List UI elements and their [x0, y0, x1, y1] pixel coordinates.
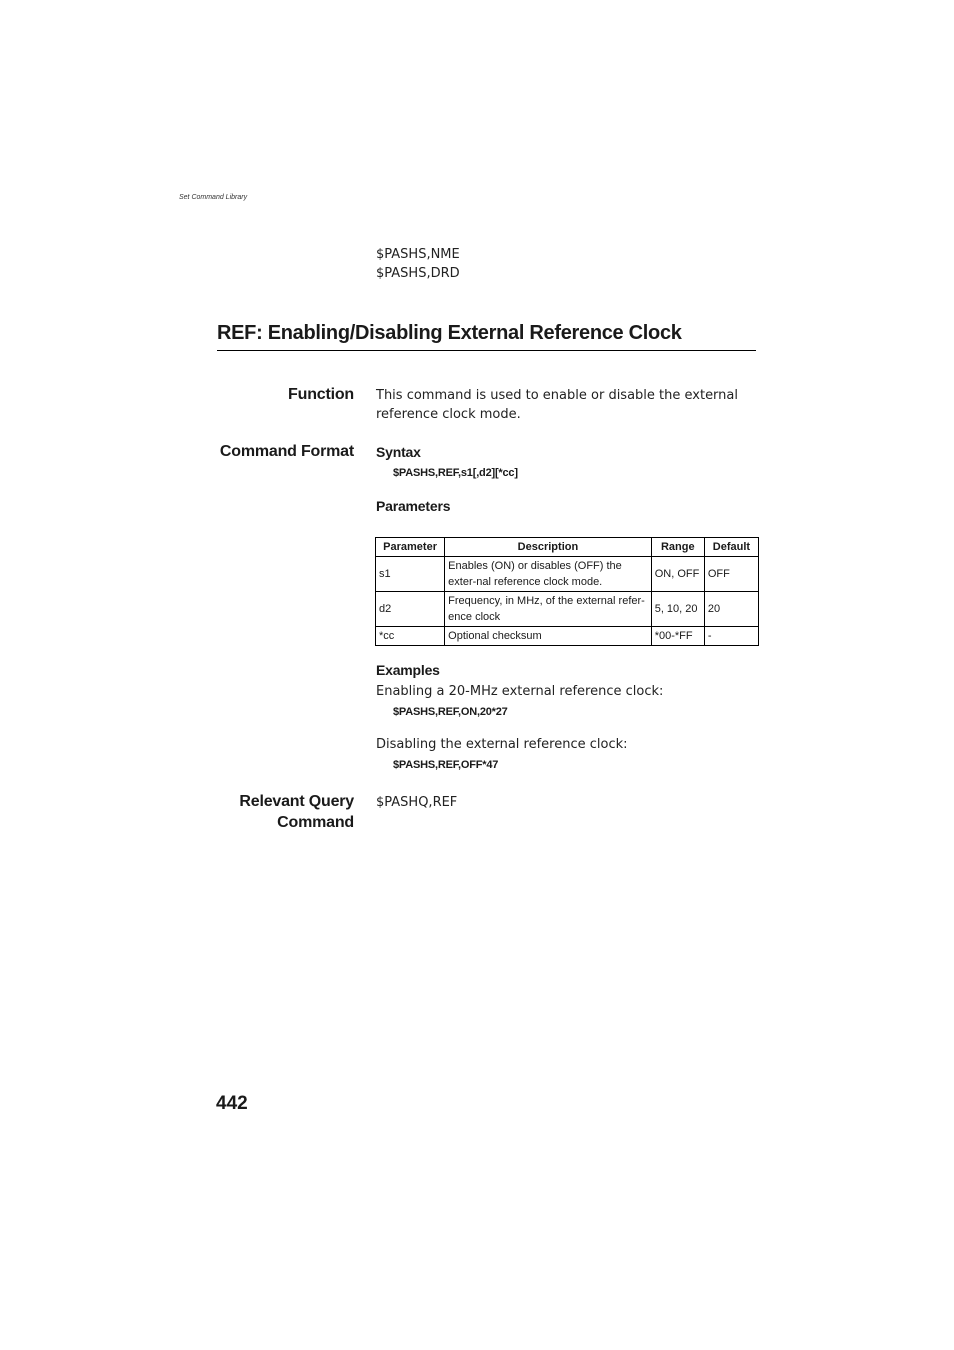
header-default: Default — [704, 538, 758, 557]
running-header: Set Command Library — [179, 194, 248, 201]
related-command-nme: $PASHS,NME — [376, 247, 460, 262]
related-commands — [376, 245, 460, 283]
header-range: Range — [651, 538, 704, 557]
syntax-code: $PASHS,REF,s1[,d2][*cc] — [393, 467, 518, 479]
cell-parameter: *cc — [376, 627, 445, 646]
examples-heading: Examples — [376, 662, 440, 678]
example2-text: Disabling the external reference clock: — [376, 737, 628, 752]
parameters-heading: Parameters — [376, 498, 451, 514]
relevant-query-label — [239, 791, 354, 833]
function-text: This command is used to enable or disable the external reference clock mode. — [376, 388, 738, 422]
cell-default: OFF — [704, 557, 758, 592]
example1-code: $PASHS,REF,ON,20*27 — [393, 706, 508, 718]
command-format-label: Command Format — [219, 443, 354, 460]
table-row — [376, 627, 759, 646]
related-command-drd: $PASHS,DRD — [376, 266, 460, 281]
header-parameter: Parameter — [376, 538, 445, 557]
cell-range: *00-*FF — [651, 627, 704, 646]
cell-description: Frequency, in MHz, of the external refer-ence clock — [445, 592, 652, 627]
cell-parameter: d2 — [376, 592, 445, 627]
example1-text: Enabling a 20-MHz external reference clock: — [376, 684, 664, 699]
syntax-heading: Syntax — [376, 444, 421, 460]
cell-description: Enables (ON) or disables (OFF) the exter-nal reference clock mode. — [445, 557, 652, 592]
section-title: REF: Enabling/Disabling External Reference Clock — [217, 322, 756, 351]
header-description: Description — [445, 538, 652, 557]
cell-default: 20 — [704, 592, 758, 627]
page-number: 442 — [216, 1093, 248, 1114]
cell-description: Optional checksum — [445, 627, 652, 646]
function-label: Function — [288, 386, 354, 403]
parameters-table — [375, 537, 759, 646]
cell-range: ON, OFF — [651, 557, 704, 592]
cell-default: - — [704, 627, 758, 646]
table-header-row — [376, 538, 759, 557]
cell-range: 5, 10, 20 — [651, 592, 704, 627]
table-row — [376, 557, 759, 592]
example2-code: $PASHS,REF,OFF*47 — [393, 759, 499, 771]
relevant-query-value: $PASHQ,REF — [376, 795, 458, 810]
table-row — [376, 592, 759, 627]
relevant-query-label-line2: Command — [277, 814, 354, 831]
cell-parameter: s1 — [376, 557, 445, 592]
relevant-query-label-line1: Relevant Query — [239, 793, 354, 810]
